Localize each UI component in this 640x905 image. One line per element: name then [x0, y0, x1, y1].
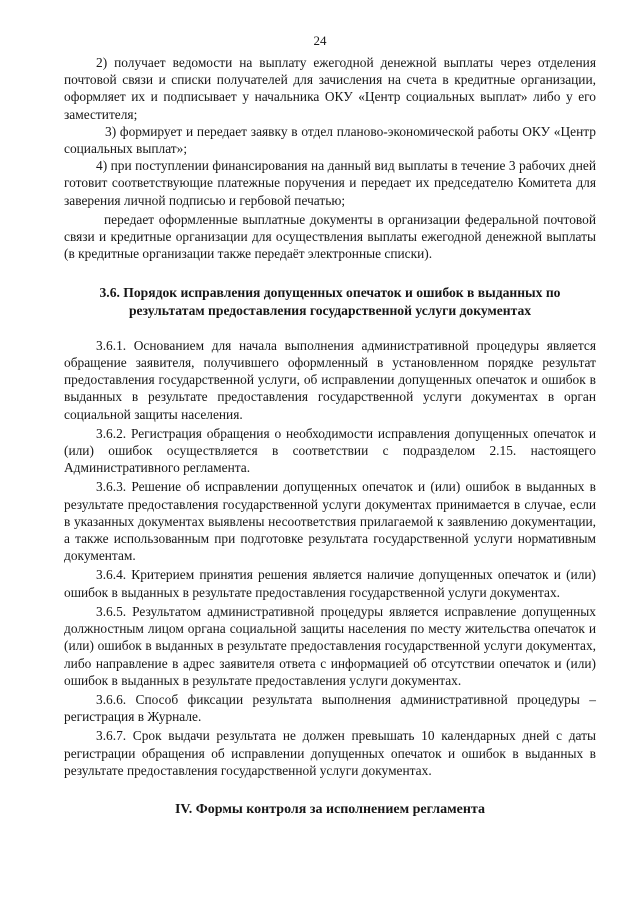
- paragraph-3-6-6: 3.6.6. Способ фиксации результата выполнения административной процедуры – регистрация в Журнале.: [64, 691, 596, 725]
- paragraph-3-6-3: 3.6.3. Решение об исправлении допущенных опечаток и (или) ошибок в выданных в результате предоставления государственной услуги документах принимается в случае, если в указанных документах выявлены несоответствия прилагаемой к заявлению документации, а также использованным при подготовке результата государственной услуги нормативным документам.: [64, 479, 596, 564]
- paragraph-3-6-5: 3.6.5. Результатом административной процедуры является исправление допущенных должностным лицом органа социальной защиты населения по месту жительства опечаток и (или) ошибок в выданных в результате предоставления государственной услуги документах, либо направление в адрес заявителя ответа с информацией об отсутствии опечаток и (или) ошибок в выданных в результате предоставления услуги документах.: [64, 603, 596, 688]
- paragraph-3-6-4: 3.6.4. Критерием принятия решения является наличие допущенных опечаток и (или) ошибок в выданных в результате предоставления государственной услуги документах.: [64, 567, 596, 600]
- list-items: [64, 54, 596, 262]
- page-number: 24: [313, 33, 327, 48]
- document-body: [64, 54, 596, 818]
- list-item-2: 2) получает ведомости на выплату ежегодной денежной выплаты через отделения почтовой связи и списки получателей для зачисления на счета в кредитные организации, оформляет их и подписывает у начальника ОКУ «Центр социальных выплат» либо у его заместителя;: [64, 55, 596, 122]
- section-3-6-body: [64, 337, 596, 779]
- list-item-5: передает оформленные выплатные документы в организации федеральной почтовой связи и кредитные организации для осуществления выплаты ежегодной денежной выплаты (в кредитные организации также передаёт электронные списки).: [64, 211, 596, 262]
- paragraph-3-6-7: 3.6.7. Срок выдачи результата не должен превышать 10 календарных дней с даты регистрации обращения об исправлении допущенных опечаток и ошибок в выданных в результате предоставления государственной услуги документах.: [64, 728, 596, 778]
- paragraph-3-6-2: 3.6.2. Регистрация обращения о необходимости исправления допущенных опечаток и (или) ошибок осуществляется в соответствии с подразделом 2.15. настоящего Административного регламента.: [64, 425, 596, 476]
- chapter-heading-4: IV. Формы контроля за исполнением регламента: [174, 801, 486, 817]
- section-heading-3-6: 3.6. Порядок исправления допущенных опечаток и ошибок в выданных по результатам предоставления государственной услуги документах: [99, 285, 561, 318]
- list-item-4: 4) при поступлении финансирования на данный вид выплаты в течение 3 рабочих дней готовит соответствующие платежные поручения и передает их председателю Комитета для заверения личной подписью и гербовой печатью;: [64, 158, 596, 208]
- paragraph-3-6-1: 3.6.1. Основанием для начала выполнения административной процедуры является обращение заявителя, получившего оформленный в установленном порядке результат предоставления государственной услуги, об исправлении допущенных опечаток и ошибок в выданных в результате предоставления государственной услуги документах в орган социальной защиты населения.: [64, 337, 596, 422]
- list-item-3: 3) формирует и передает заявку в отдел планово-экономической работы ОКУ «Центр социальных выплат»;: [64, 123, 596, 157]
